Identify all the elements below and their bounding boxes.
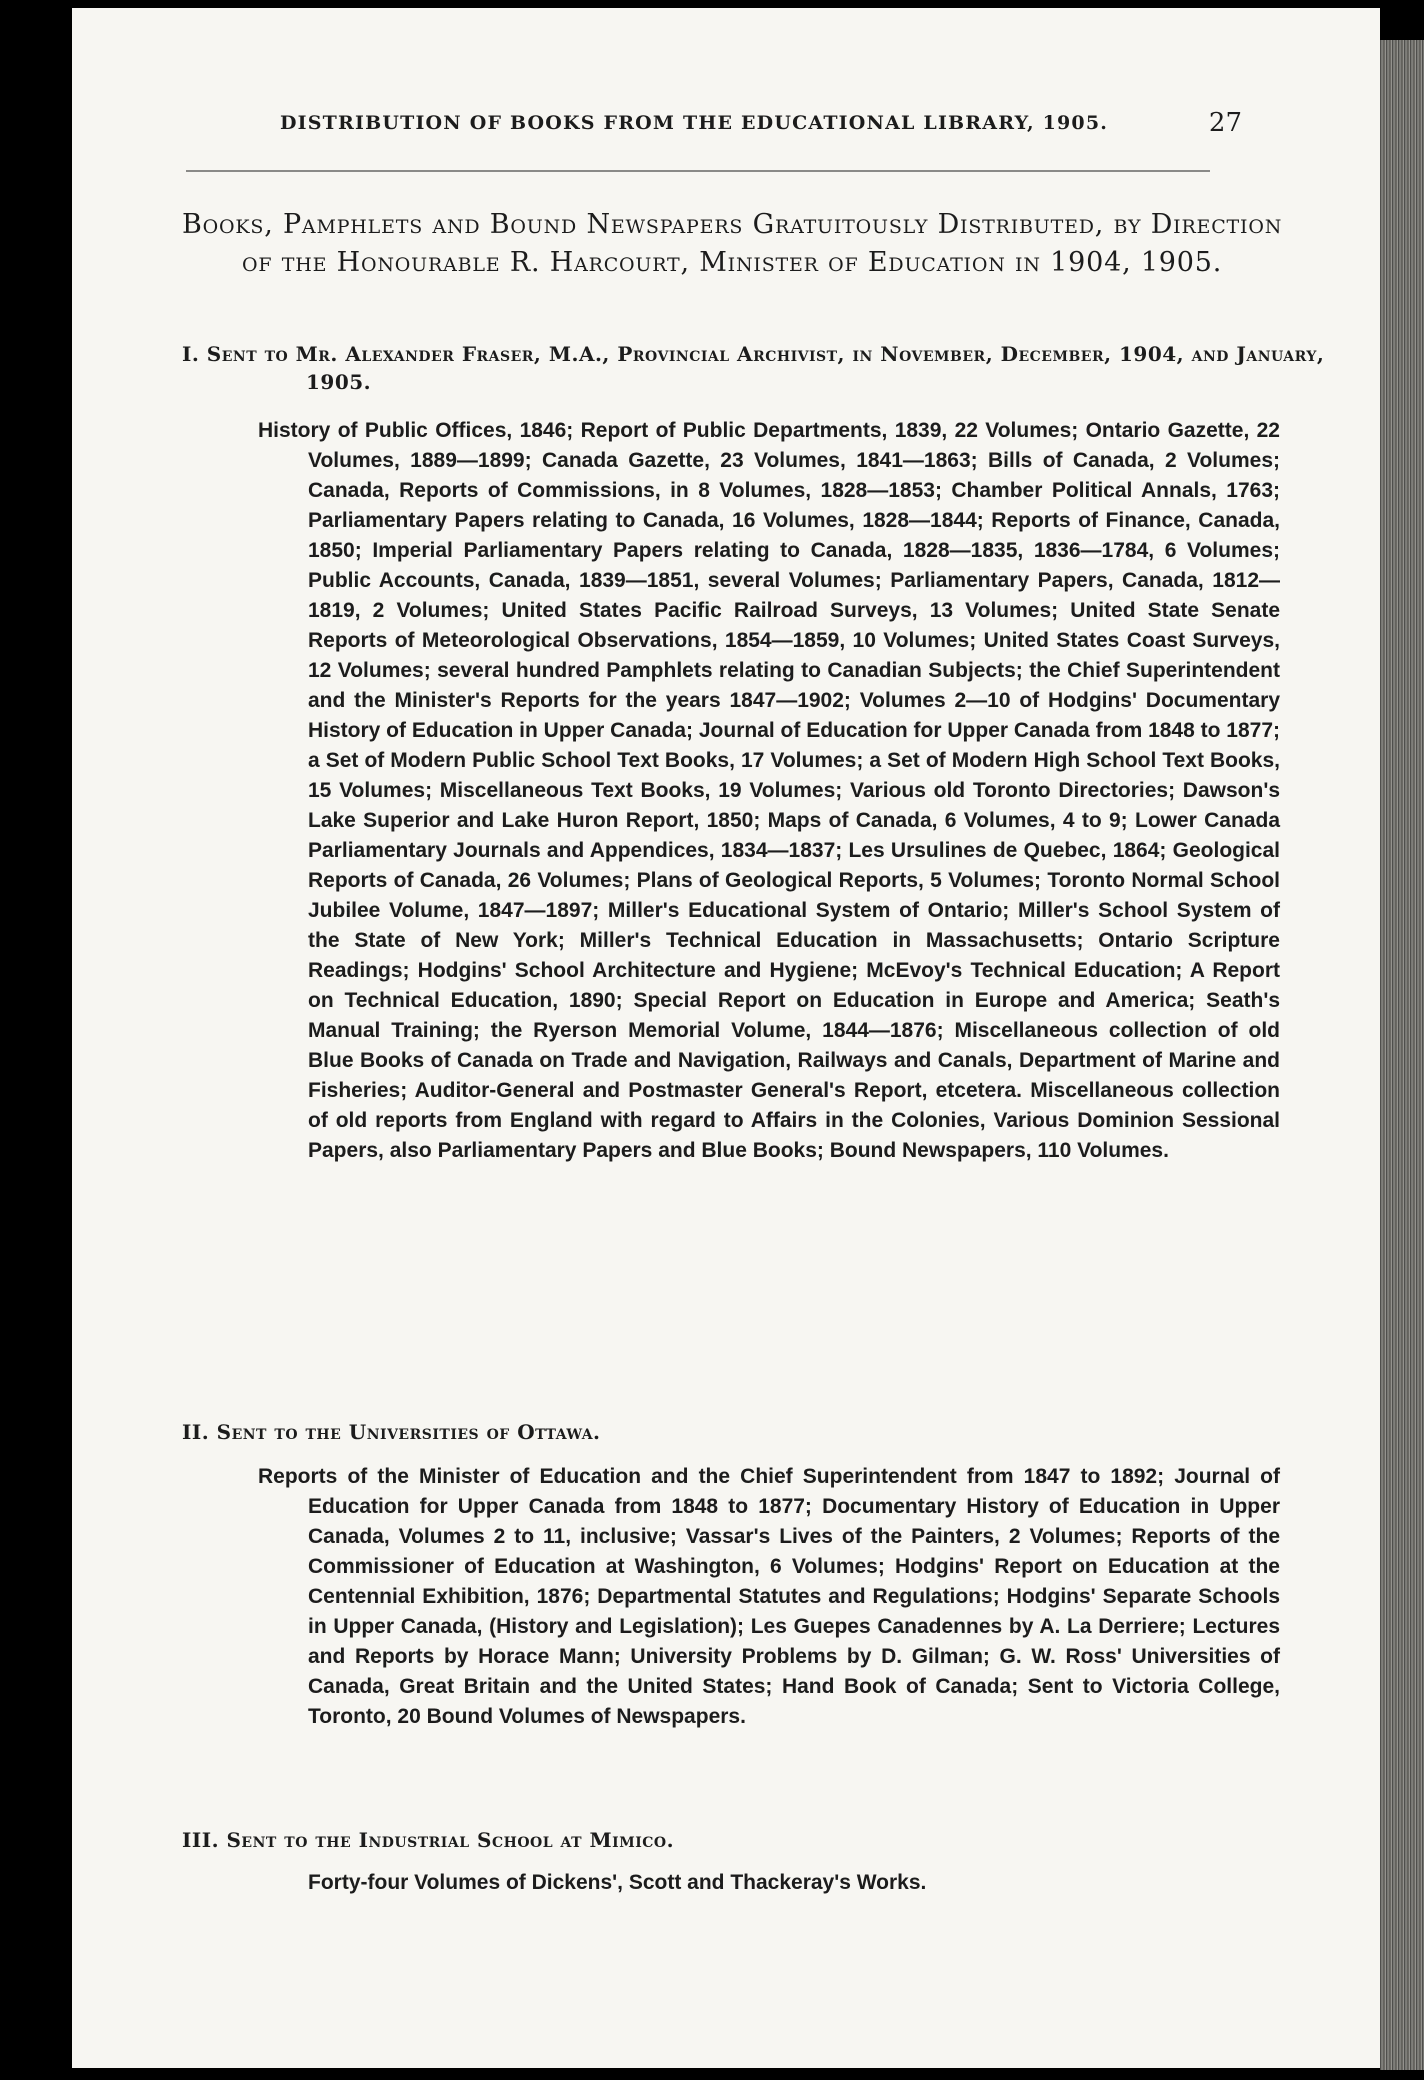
running-title: DISTRIBUTION OF BOOKS FROM THE EDUCATIONAL LIBRARY, 1905. [280,112,1109,134]
running-header [280,108,1242,138]
section-heading-1: I. Sent to Mr. Alexander Fraser, M.A., Provincial Archivist, in November, December, 1904, and January, 1905. [182,342,1325,394]
section-heading-2: II. Sent to the Universities of Ottawa. [182,1420,601,1444]
section-body-3: Forty-four Volumes of Dickens', Scott and Thackeray's Works. [308,1871,927,1894]
page-edges [1380,40,1424,2070]
header-rule [186,170,1210,172]
page-title: Books, Pamphlets and Bound Newspapers Gratuitously Distributed, by Direction of the Honourable R. Harcourt, Minister of Education in 1904, 1905. [182,209,1283,278]
section-heading-3: III. Sent to the Industrial School at Mimico. [182,1828,675,1852]
section-body-1: History of Public Offices, 1846; Report of Public Departments, 1839, 22 Volumes; Ontario Gazette, 22 Volumes, 1889—1899; Canada Gazette, 23 Volumes, 1841—1863; Bills of Canada, 2 Volumes; Canada, Reports of Commissions, in 8 Volumes, 1828—1853; Chamber Political Annals, 1763; Parliamentary Papers relating to Canada, 16 Volumes, 1828—1844; Reports of Finance, Canada, 1850; Imperial Parliamentary Papers relating to Canada, 1828—1835, 1836—1784, 6 Volumes; Public Accounts, Canada, 1839—1851, several Volumes; Parliamentary Papers, Canada, 1812—1819, 2 Volumes; United States Pacific Railroad Surveys, 13 Volumes; United State Senate Reports of Meteorological Observations, 1854—1859, 10 Volumes; United States Coast Surveys, 12 Volumes; several hundred Pamphlets relating to Canadian Subjects; the Chief Superintendent and the Minister's Reports for the years 1847—1902; Volumes 2—10 of Hodgins' Documentary History of Education in Upper Canada; Journal of Education for Upper Canada from 1848 to 1877; a Set of Modern Public School Text Books, 17 Volumes; a Set of Modern High School Text Books, 15 Volumes; Miscellaneous Text Books, 19 Volumes; Various old Toronto Directories; Dawson's Lake Superior and Lake Huron Report, 1850; Maps of Canada, 6 Volumes, 4 to 9; Lower Canada Parliamentary Journals and Appendices, 1834—1837; Les Ursulines de Quebec, 1864; Geological Reports of Canada, 26 Volumes; Plans of Geological Reports, 5 Volumes; Toronto Normal School Jubilee Volume, 1847—1897; Miller's Educational System of Ontario; Miller's School System of the State of New York; Miller's Technical Education in Massachusetts; Ontario Scripture Readings; Hodgins' School Architecture and Hygiene; McEvoy's Technical Education; A Report on Technical Education, 1890; Special Report on Education in Europe and America; Seath's Manual Training; the Ryerson Memorial Volume, 1844—1876; Miscellaneous collection of old Blue Books of Canada on Trade and Navigation, Railways and Canals, Department of Marine and Fisheries; Auditor-General and Postmaster General's Report, etcetera. Miscellaneous collection of old reports from England with regard to Affairs in the Colonies, Various Dominion Sessional Papers, also Parliamentary Papers and Blue Books; Bound Newspapers, 110 Volumes. [258,419,1280,1162]
page-number: 27 [1208,108,1242,138]
section-body-2: Reports of the Minister of Education and the Chief Superintendent from 1847 to 1892; Journal of Education for Upper Canada from 1848 to 1877; Documentary History of Education in Upper Canada, Volumes 2 to 11, inclusive; Vassar's Lives of the Painters, 2 Volumes; Reports of the Commissioner of Education at Washington, 6 Volumes; Hodgins' Report on Education at the Centennial Exhibition, 1876; Departmental Statutes and Regulations; Hodgins' Separate Schools in Upper Canada, (History and Legislation); Les Guepes Canadennes by A. La Derriere; Lectures and Reports by Horace Mann; University Problems by D. Gilman; G. W. Ross' Universities of Canada, Great Britain and the United States; Hand Book of Canada; Sent to Victoria College, Toronto, 20 Bound Volumes of Newspapers. [258,1465,1280,1728]
